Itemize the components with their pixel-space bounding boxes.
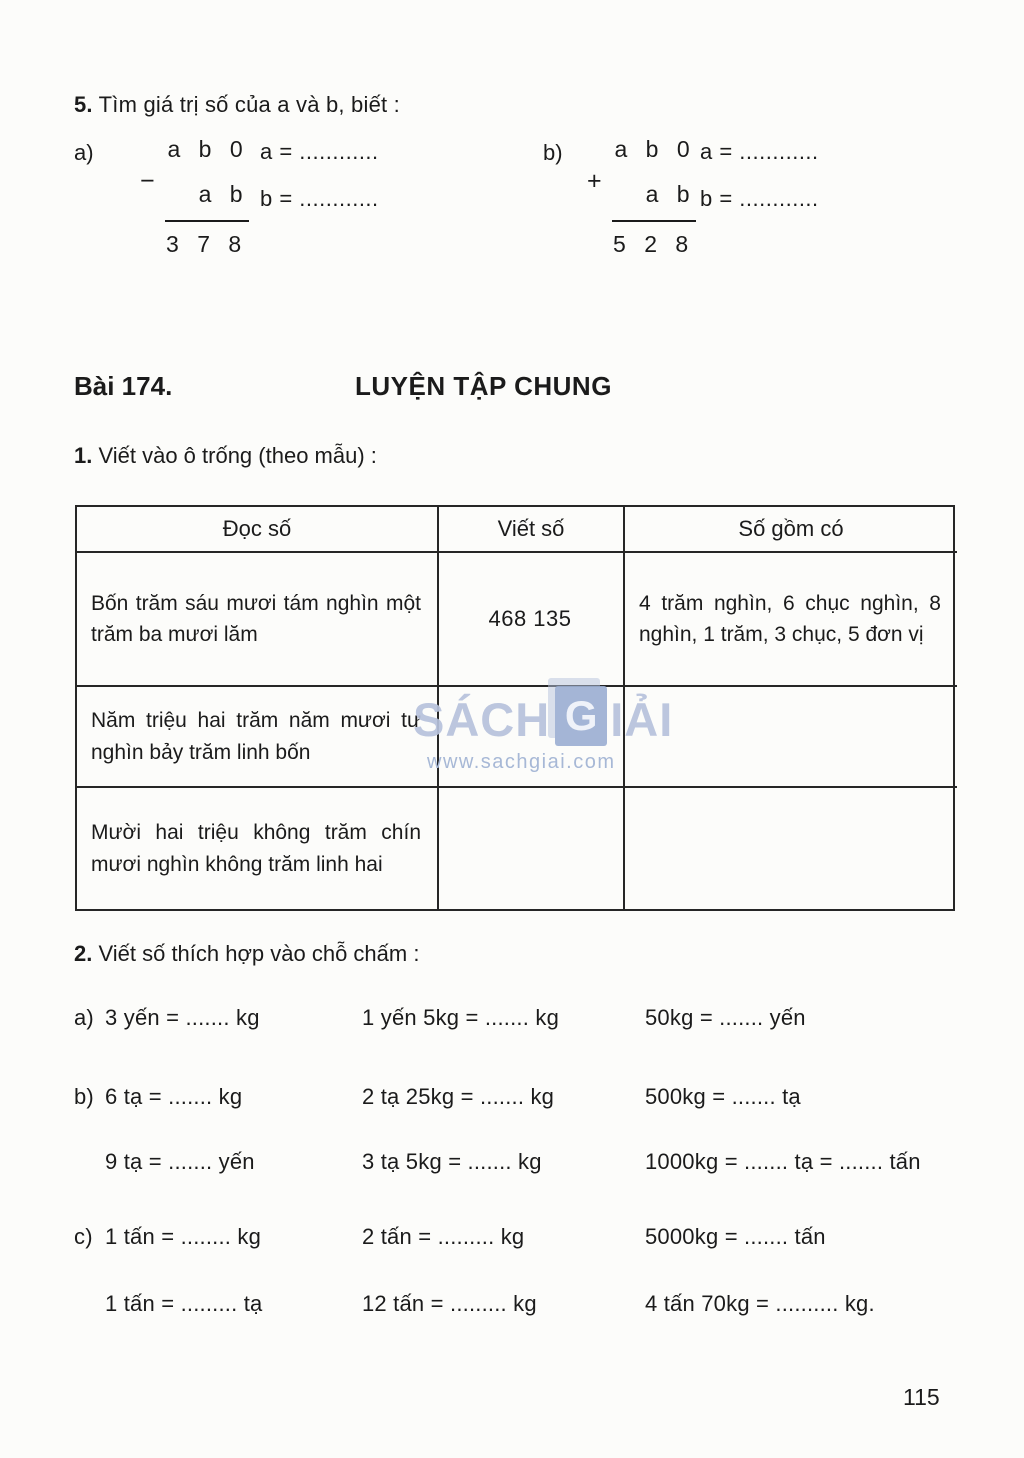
conversion-item: 500kg = ....... tạ [645, 1084, 801, 1109]
problem1-title-text: Viết vào ô trống (theo mẫu) : [92, 443, 377, 468]
conversion-row-a [74, 1005, 806, 1031]
sum: 5 2 8 [613, 231, 695, 257]
part-b-answers [700, 139, 819, 233]
problem5-title [74, 92, 400, 118]
watermark-logo-icon: G [555, 686, 607, 746]
plus-operator: + [587, 167, 602, 195]
row-label [74, 1149, 105, 1175]
conversion-item: 9 tạ = ....... yến [105, 1149, 255, 1174]
part-a-column [165, 136, 249, 258]
table-row-1-so-gom-co: 4 trăm nghìn, 6 chục nghìn, 8 nghìn, 1 trăm, 3 chục, 5 đơn vị [625, 553, 957, 687]
conversion-item: 12 tấn = ......... kg [362, 1291, 537, 1316]
part-b-column [612, 136, 696, 258]
conversion-item: 2 tấn = ......... kg [362, 1224, 525, 1249]
conversion-item: 50kg = ....... yến [645, 1005, 806, 1030]
problem1-number: 1. [74, 443, 93, 468]
table-row-1-viet-so: 468 135 [439, 553, 625, 687]
answer-b-blank: b = ............ [260, 186, 379, 211]
problem1-title [74, 443, 377, 469]
column-header-viet-so: Viết số [439, 507, 625, 553]
row-label: a) [74, 1005, 94, 1030]
problem2-title-text: Viết số thích hợp vào chỗ chấm : [92, 941, 420, 966]
problem5-number: 5. [74, 92, 93, 117]
conversion-row-b2 [74, 1149, 921, 1175]
addend-1: a b 0 [614, 136, 696, 162]
conversion-item: 1 yến 5kg = ....... kg [362, 1005, 560, 1030]
conversion-item: 6 tạ = ....... kg [105, 1084, 243, 1109]
watermark-url: www.sachgiai.com [427, 751, 616, 773]
minuend: a b 0 [167, 136, 249, 162]
difference: 3 7 8 [166, 231, 248, 257]
page-number: 115 [903, 1384, 940, 1410]
column-header-so-gom-co: Số gồm có [625, 507, 957, 553]
table-row-2-so-gom-co-empty [625, 687, 957, 788]
row-label: b) [74, 1084, 94, 1109]
watermark-text-left: SÁCH [413, 692, 551, 746]
problem5-title-text: Tìm giá trị số của a và b, biết : [92, 92, 400, 117]
conversion-item: 1000kg = ....... tạ = ....... tấn [645, 1149, 921, 1174]
table-row-3-doc-so: Mười hai triệu không trăm chín mươi nghìn không trăm linh hai [77, 788, 439, 909]
problem2-title [74, 941, 419, 967]
lesson-title: LUYỆN TẬP CHUNG [355, 371, 612, 401]
conversion-item: 1 tấn = ......... tạ [105, 1291, 263, 1316]
table-row-3-so-gom-co-empty [625, 788, 957, 909]
conversion-row-c2 [74, 1291, 875, 1317]
problem2-number: 2. [74, 941, 93, 966]
conversion-row-b1 [74, 1084, 801, 1110]
table-row-2-doc-so: Năm triệu hai trăm năm mươi tư nghìn bảy trăm linh bốn [77, 687, 439, 788]
addend-2: a b [645, 181, 696, 207]
lesson-number: Bài 174. [74, 371, 173, 401]
minus-operator: − [140, 167, 155, 195]
row-label [74, 1291, 105, 1317]
part-a-subtraction [140, 136, 249, 258]
row-label: c) [74, 1224, 93, 1249]
conversion-item: 4 tấn 70kg = .......... kg. [645, 1291, 875, 1316]
table-row-1-doc-so: Bốn trăm sáu mươi tám nghìn một trăm ba mươi lăm [77, 553, 439, 687]
answer-b-blank: b = ............ [700, 186, 819, 211]
part-b-addition [587, 136, 696, 258]
table-row-3-viet-so-empty [439, 788, 625, 909]
subtrahend: a b [198, 181, 249, 207]
column-header-doc-so: Đọc số [77, 507, 439, 553]
answer-a-blank: a = ............ [700, 139, 819, 164]
part-a-answers [260, 139, 379, 233]
conversion-row-c1 [74, 1224, 826, 1250]
answer-a-blank: a = ............ [260, 139, 379, 164]
conversion-item: 5000kg = ....... tấn [645, 1224, 826, 1249]
conversion-item: 3 yến = ....... kg [105, 1005, 260, 1030]
sachgiai-watermark [413, 686, 673, 752]
part-a-label: a) [74, 140, 94, 165]
watermark-text-right: IẢI [610, 692, 674, 746]
part-b-label: b) [543, 140, 563, 165]
conversion-item: 1 tấn = ........ kg [105, 1224, 262, 1249]
conversion-item: 2 tạ 25kg = ....... kg [362, 1084, 555, 1109]
conversion-item: 3 tạ 5kg = ....... kg [362, 1149, 542, 1174]
